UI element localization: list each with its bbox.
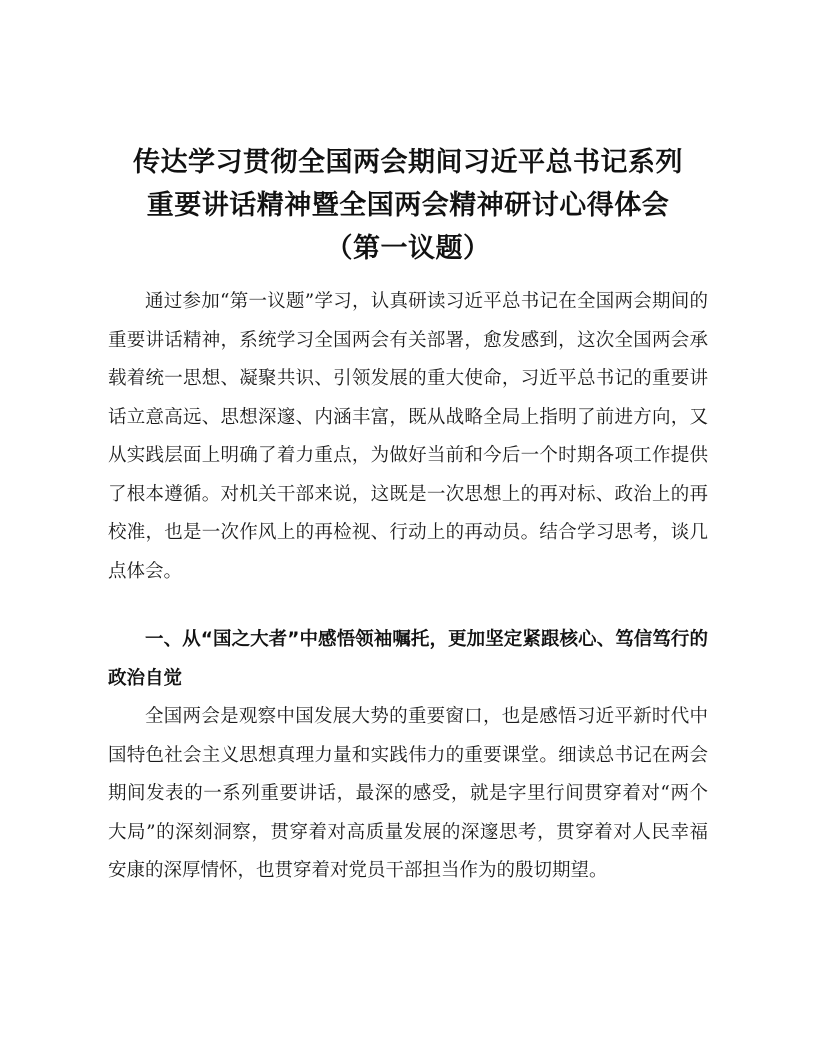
document-title-line-1: 传达学习贯彻全国两会期间习近平总书记系列	[133, 147, 683, 178]
body-paragraph: 全国两会是观察中国发展大势的重要窗口，也是感悟习近平新时代中国特色社会主义思想真理力量和实践伟力的重要课堂。细读总书记在两会期间发表的一系列重要讲话，最深的感受，就是字里行间贯穿着对“两个大局”的深刻洞察，贯穿着对高质量发展的深邃思考，贯穿着对人民幸福安康的深厚情怀，也贯穿着对党员干部担当作为的殷切期望。	[108, 706, 708, 881]
intro-paragraph: 通过参加“第一议题”学习，认真研读习近平总书记在全国两会期间的重要讲话精神，系统学习全国两会有关部署，愈发感到，这次全国两会承载着统一思想、凝聚共识、引领发展的重大使命，习近平总书记的重要讲话立意高远、思想深邃、内涵丰富，既从战略全局上指明了前进方向，又从实践层面上明确了着力重点，为做好当前和今后一个时期各项工作提供了根本遵循。对机关干部来说，这既是一次思想上的再对标、政治上的再校准，也是一次作风上的再检视、行动上的再动员。结合学习思考，谈几点体会。	[108, 291, 708, 582]
section-heading-1: 一、从“国之大者”中感悟领袖嘱托，更加坚定紧跟核心、笃信笃行的政治自觉	[108, 629, 708, 689]
document-title-line-3: （第一议题）	[325, 233, 491, 264]
document-title-line-2: 重要讲话精神暨全国两会精神研讨心得体会	[146, 190, 670, 221]
